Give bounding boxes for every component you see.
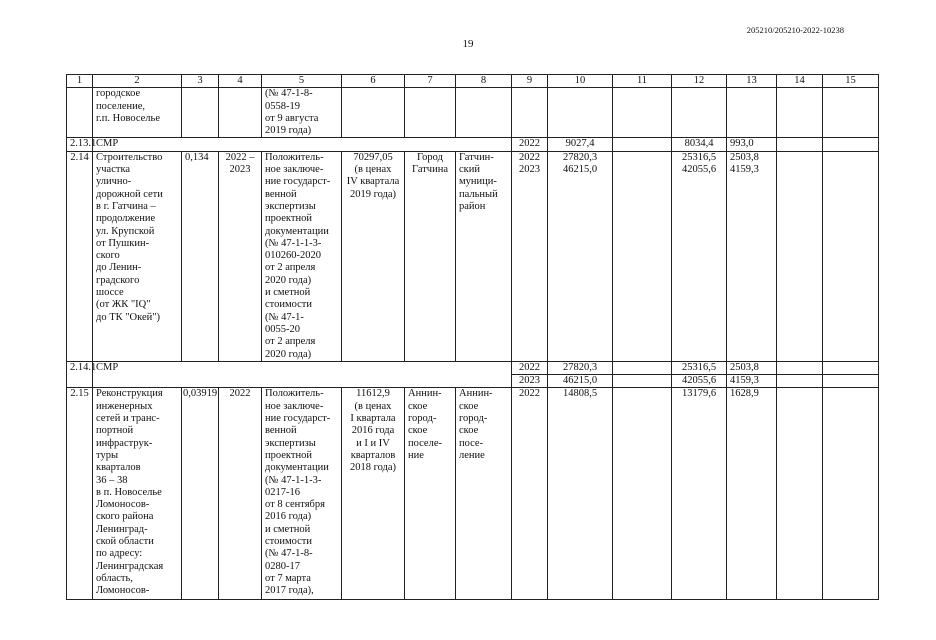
- expertise-cell: Положитель- ное заключе- ние государст- венной экспертизы проектной документации (№ 47-1-1-3- 010260-2020 от 2 апреля 2020 года) и сметной стоимости (№ 47-1- 0055-20 от 2 апреля 2020 года): [262, 151, 342, 361]
- amount-cell: 2503,8: [727, 361, 777, 374]
- col-header: 7: [405, 75, 456, 88]
- year-cell: 2023: [512, 375, 548, 388]
- amount-cell: 2503,8 4159,3: [727, 151, 777, 361]
- municipality-cell: Гатчин- ский муници- пальный район: [456, 151, 512, 361]
- period-cell: 2022 – 2023: [219, 151, 262, 361]
- col-header: 10: [548, 75, 613, 88]
- year-cell: 2022: [512, 138, 548, 151]
- location-cell: Город Гатчина: [405, 151, 456, 361]
- period-cell: 2022: [219, 388, 262, 600]
- municipality-cell: Аннин- ское город- ское посе- ление: [456, 388, 512, 600]
- table-row: [67, 138, 879, 151]
- capacity-cell: 0,134: [182, 151, 219, 361]
- amount-cell: 46215,0: [548, 375, 613, 388]
- col-header: 12: [672, 75, 727, 88]
- row-number: 2.15: [67, 388, 93, 600]
- work-type-cell: СМР: [93, 138, 512, 151]
- amount-cell: 13179,6: [672, 388, 727, 600]
- object-name-cell: Строительство участка улично- дорожной сети в г. Гатчина – продолжение ул. Крупской от Пушкин- ского до Ленин- градского шоссе (от ЖК "IQ" до ТК "Окей"): [93, 151, 182, 361]
- year-cell: 2022: [512, 361, 548, 374]
- col-header: 6: [342, 75, 405, 88]
- col-header: 3: [182, 75, 219, 88]
- col-header: 8: [456, 75, 512, 88]
- amount-cell: 25316,5 42055,6: [672, 151, 727, 361]
- document-id: 205210/205210-2022-10238: [746, 25, 844, 35]
- object-name-cell: Реконструкция инженерных сетей и транс- портной инфраструк- туры кварталов 36 – 38 в п. Новоселье Ломоносов- ского района Ленинград- ской области по адресу: Ленинградская область, Ломоносов-: [93, 388, 182, 600]
- page-number: 19: [462, 38, 474, 50]
- col-header: 15: [823, 75, 879, 88]
- row-number: 2.14: [67, 151, 93, 361]
- table-row: [67, 361, 879, 374]
- amount-cell: 9027,4: [548, 138, 613, 151]
- year-cell: 2022 2023: [512, 151, 548, 361]
- amount-cell: 993,0: [727, 138, 777, 151]
- capacity-cell: 0,03919: [182, 388, 219, 600]
- object-name-cell: городское поселение, г.п. Новоселье: [93, 88, 182, 138]
- expertise-cell: (№ 47-1-8- 0558-19 от 9 августа 2019 года): [262, 88, 342, 138]
- cost-cell: 70297,05 (в ценах IV квартала 2019 года): [342, 151, 405, 361]
- row-number: 2.13.1: [67, 138, 93, 151]
- amount-cell: 8034,4: [672, 138, 727, 151]
- col-header: 4: [219, 75, 262, 88]
- col-header: 5: [262, 75, 342, 88]
- col-header: 13: [727, 75, 777, 88]
- investment-table: [66, 74, 879, 600]
- amount-cell: 27820,3: [548, 361, 613, 374]
- column-number-row: [67, 75, 879, 88]
- amount-cell: 1628,9: [727, 388, 777, 600]
- col-header: 1: [67, 75, 93, 88]
- work-type-cell: СМР: [93, 361, 512, 388]
- col-header: 2: [93, 75, 182, 88]
- amount-cell: 27820,3 46215,0: [548, 151, 613, 361]
- amount-cell: 4159,3: [727, 375, 777, 388]
- table-row: [67, 388, 879, 600]
- row-number: 2.14.1: [67, 361, 93, 388]
- cost-cell: 11612,9 (в ценах I квартала 2016 года и I и IV кварталов 2018 года): [342, 388, 405, 600]
- col-header: 11: [613, 75, 672, 88]
- col-header: 9: [512, 75, 548, 88]
- expertise-cell: Положитель- ное заключе- ние государст- венной экспертизы проектной документации (№ 47-1-1-3- 0217-16 от 8 сентября 2016 года) и сметной стоимости (№ 47-1-8- 0280-17 от 7 марта 2017 года),: [262, 388, 342, 600]
- table-row: [67, 151, 879, 361]
- year-cell: 2022: [512, 388, 548, 600]
- table-row: [67, 88, 879, 138]
- location-cell: Аннин- ское город- ское поселе- ние: [405, 388, 456, 600]
- amount-cell: 42055,6: [672, 375, 727, 388]
- col-header: 14: [777, 75, 823, 88]
- amount-cell: 14808,5: [548, 388, 613, 600]
- amount-cell: 25316,5: [672, 361, 727, 374]
